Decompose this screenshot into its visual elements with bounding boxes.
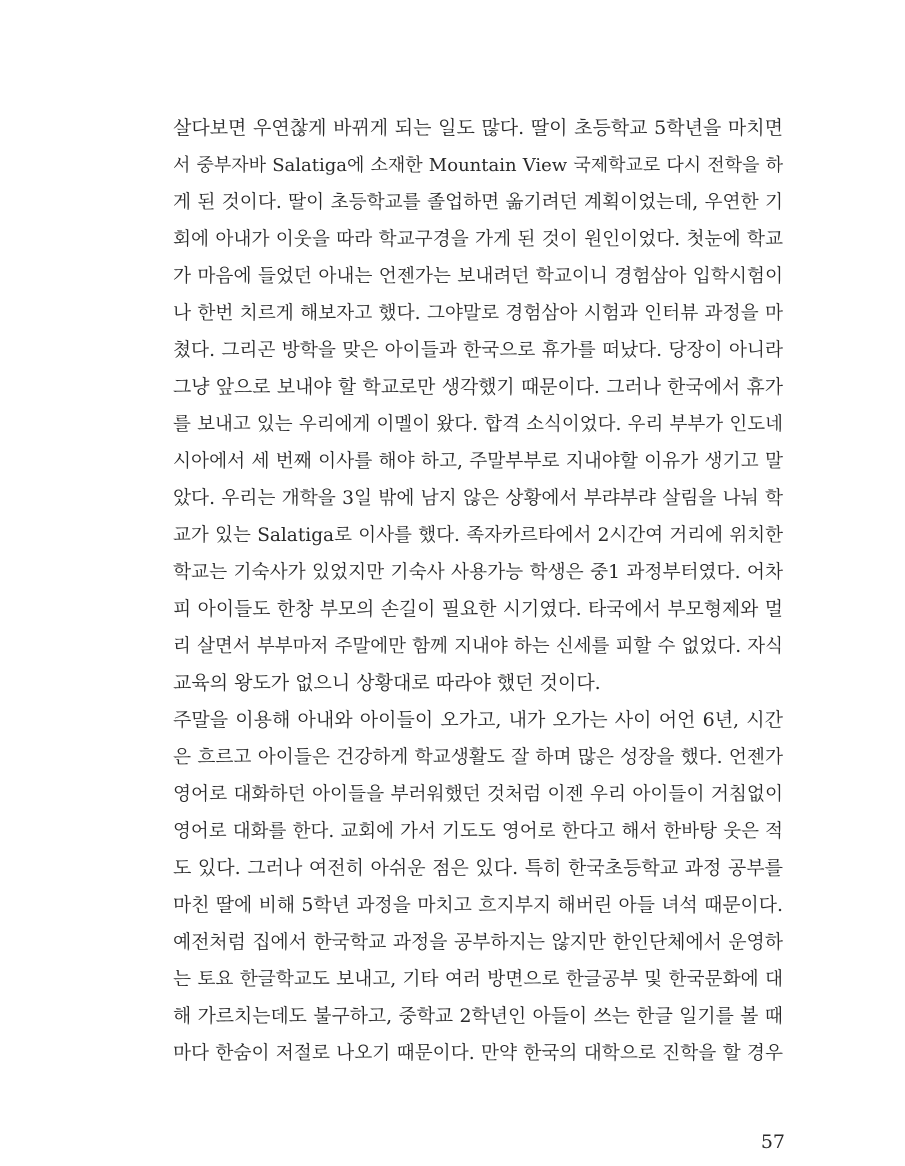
paragraph-1 (173, 110, 783, 702)
text-line: 예전처럼 집에서 한국학교 과정을 공부하지는 않지만 한인단체에서 운영하 (173, 931, 783, 953)
text-line: 학교는 기숙사가 있었지만 기숙사 사용가능 학생은 중1 과정부터였다. 어차 (173, 562, 783, 583)
text-line: 를 보내고 있는 우리에게 이멜이 왔다. 합격 소식이었다. 우리 부부가 인도네 (173, 414, 783, 435)
page-number: 57 (760, 1131, 785, 1153)
text-line: 마다 한숨이 저절로 나오기 때문이다. 만약 한국의 대학으로 진학을 할 경우 (173, 1043, 783, 1064)
text-line: 리 살면서 부부마저 주말에만 함께 지내야 하는 신세를 피할 수 없었다. 자식 (173, 636, 783, 657)
text-line: 았다. 우리는 개학을 3일 밖에 남지 않은 상황에서 부랴부랴 살림을 나눠 학 (173, 488, 783, 509)
text-line: 은 흐르고 아이들은 건강하게 학교생활도 잘 하며 많은 성장을 했다. 언젠가 (173, 747, 783, 768)
text-line: 영어로 대화를 한다. 교회에 가서 기도도 영어로 한다고 해서 한바탕 웃은 적 (173, 821, 783, 842)
text-line: 서 중부자바 Salatiga에 소재한 Mountain View 국제학교로 다시 전학을 하 (173, 155, 783, 176)
text-line: 살다보면 우연찮게 바뀌게 되는 일도 많다. 딸이 초등학교 5학년을 마치면 (173, 117, 783, 139)
text-line: 시아에서 세 번째 이사를 해야 하고, 주말부부로 지내야할 이유가 생기고 말 (173, 451, 783, 472)
text-line: 교육의 왕도가 없으니 상황대로 따라야 했던 것이다. (173, 672, 601, 694)
body-text (173, 110, 783, 1072)
text-line: 해 가르치는데도 불구하고, 중학교 2학년인 아들이 쓰는 한글 일기를 볼 때 (173, 1005, 783, 1027)
text-line: 마친 딸에 비해 5학년 과정을 마치고 흐지부지 해버린 아들 녀석 때문이다. (173, 894, 783, 916)
text-line: 영어로 대화하던 아이들을 부러워했던 것처럼 이젠 우리 아이들이 거침없이 (173, 784, 783, 805)
text-line: 도 있다. 그러나 여전히 아쉬운 점은 있다. 특히 한국초등학교 과정 공부를 (173, 857, 783, 879)
text-line: 나 한번 치르게 해보자고 했다. 그야말로 경험삼아 시험과 인터뷰 과정을 마 (173, 303, 783, 324)
text-line: 교가 있는 Salatiga로 이사를 했다. 족자카르타에서 2시간여 거리에 위치한 (173, 525, 783, 546)
text-line: 주말을 이용해 아내와 아이들이 오가고, 내가 오가는 사이 어언 6년, 시간 (173, 709, 783, 731)
paragraph-2 (173, 702, 783, 1072)
text-line: 가 마음에 들었던 아내는 언젠가는 보내려던 학교이니 경험삼아 입학시험이 (173, 266, 783, 287)
text-line: 그냥 앞으로 보내야 할 학교로만 생각했기 때문이다. 그러나 한국에서 휴가 (173, 376, 783, 398)
text-line: 게 된 것이다. 딸이 초등학교를 졸업하면 옮기려던 계획이었는데, 우연한 기 (173, 192, 783, 213)
text-line: 피 아이들도 한창 부모의 손길이 필요한 시기였다. 타국에서 부모형제와 멀 (173, 598, 783, 620)
text-line: 회에 아내가 이웃을 따라 학교구경을 가게 된 것이 원인이었다. 첫눈에 학교 (173, 229, 783, 250)
text-line: 는 토요 한글학교도 보내고, 기타 여러 방면으로 한글공부 및 한국문화에 대 (173, 969, 783, 990)
text-line: 쳤다. 그리곤 방학을 맞은 아이들과 한국으로 휴가를 떠났다. 당장이 아니라 (173, 340, 783, 361)
